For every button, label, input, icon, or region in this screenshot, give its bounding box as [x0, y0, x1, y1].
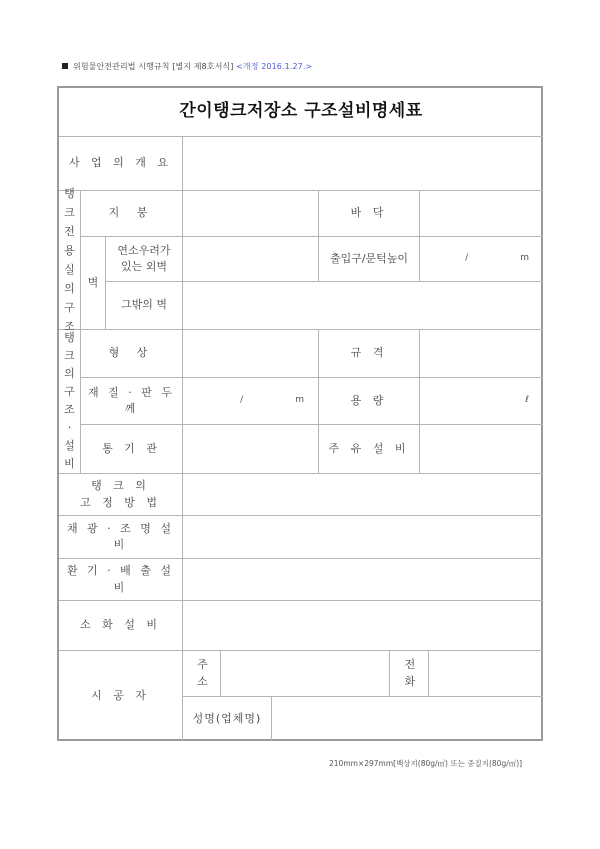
group-char: 크	[64, 206, 75, 219]
ventilation-equipment-label: 환 기 · 배 출 설 비	[59, 559, 183, 601]
group-char: 조	[64, 403, 75, 416]
lighting-equipment-field[interactable]	[183, 516, 543, 559]
group-char: 비	[64, 457, 75, 470]
address-label: 주 소	[183, 651, 221, 697]
doorsill-height-field[interactable]	[420, 237, 543, 282]
tank-fixing-method-label	[59, 474, 183, 516]
refuel-equipment-field[interactable]	[420, 425, 543, 474]
label-line: 연소우려가	[117, 243, 171, 257]
business-overview-label: 사 업 의 개 요	[59, 137, 183, 191]
group-char: 실	[64, 263, 75, 276]
group-char: 구	[64, 385, 75, 398]
material-thickness-label: 재 질 · 판 두 께	[81, 378, 183, 425]
form-reference-note	[62, 61, 312, 72]
spec-field[interactable]	[420, 329, 543, 378]
unit-label: m	[295, 395, 304, 406]
group-char: 탱	[64, 187, 75, 200]
group-char: 전	[64, 225, 75, 238]
tank-room-structure-group-label	[59, 187, 81, 333]
value-separator: /	[240, 395, 244, 406]
lighting-equipment-label: 채 광 · 조 명 설 비	[59, 516, 183, 559]
material-thickness-field[interactable]	[183, 378, 319, 425]
vent-pipe-field[interactable]	[183, 425, 319, 474]
floor-label: 바 닥	[319, 191, 420, 237]
group-char: ·	[67, 421, 72, 434]
group-char: 의	[64, 282, 75, 295]
group-char: 설	[64, 439, 75, 452]
address-field[interactable]	[221, 651, 390, 697]
phone-field[interactable]	[429, 651, 543, 697]
structure-facility-form	[57, 86, 543, 741]
group-char: 탱	[64, 331, 75, 344]
shape-label: 형 상	[81, 329, 183, 378]
tank-fixing-method-field[interactable]	[183, 474, 543, 516]
group-char: 용	[64, 244, 75, 257]
unit-label: ℓ	[525, 395, 529, 406]
other-wall-field[interactable]	[183, 282, 543, 330]
vent-pipe-label: 통 기 관	[81, 425, 183, 474]
roof-field[interactable]	[183, 191, 319, 237]
shape-field[interactable]	[183, 329, 319, 378]
capacity-label: 용 량	[319, 378, 420, 425]
business-overview-field[interactable]	[183, 137, 543, 191]
ventilation-equipment-field[interactable]	[183, 559, 543, 601]
floor-field[interactable]	[420, 191, 543, 237]
label-line: 탱 크 의	[91, 479, 150, 492]
form-title: 간이탱크저장소 구조설비명세표	[59, 88, 543, 137]
paper-spec-note: 210mm×297mm[백상지(80g/㎡) 또는 중질지(80g/㎡)]	[329, 759, 523, 768]
group-char: 의	[64, 367, 75, 380]
label-line: 있는 외벽	[120, 260, 167, 273]
company-name-label: 성명(업체명)	[183, 697, 272, 741]
group-char: 크	[64, 349, 75, 362]
doorsill-height-label: 출입구/문턱높이	[319, 237, 420, 282]
refuel-equipment-label: 주 유 설 비	[319, 425, 420, 474]
wall-label: 벽	[81, 237, 106, 330]
fire-extinguishing-label: 소 화 설 비	[59, 601, 183, 651]
tank-structure-group-label	[59, 329, 81, 474]
group-char: 구	[64, 301, 75, 314]
fire-extinguishing-field[interactable]	[183, 601, 543, 651]
law-reference: 위험물안전관리법 시행규칙 [별지 제8호서식]	[73, 62, 234, 71]
fire-risk-outer-wall-field[interactable]	[183, 237, 319, 282]
group-char: 조	[64, 320, 75, 333]
roof-label: 지 붕	[81, 191, 183, 237]
unit-label: m	[520, 253, 529, 264]
square-bullet-icon	[62, 63, 68, 69]
phone-label: 전 화	[390, 651, 429, 697]
capacity-field[interactable]	[420, 378, 543, 425]
company-name-field[interactable]	[272, 697, 543, 741]
constructor-label: 시 공 자	[59, 651, 183, 741]
other-wall-label: 그밖의 벽	[106, 282, 183, 330]
value-separator: /	[465, 253, 469, 264]
revision-date: <개정 2016.1.27.>	[236, 62, 313, 71]
fire-risk-outer-wall-label	[106, 237, 183, 282]
spec-label: 규 격	[319, 329, 420, 378]
label-line: 고 정 방 법	[80, 495, 161, 509]
